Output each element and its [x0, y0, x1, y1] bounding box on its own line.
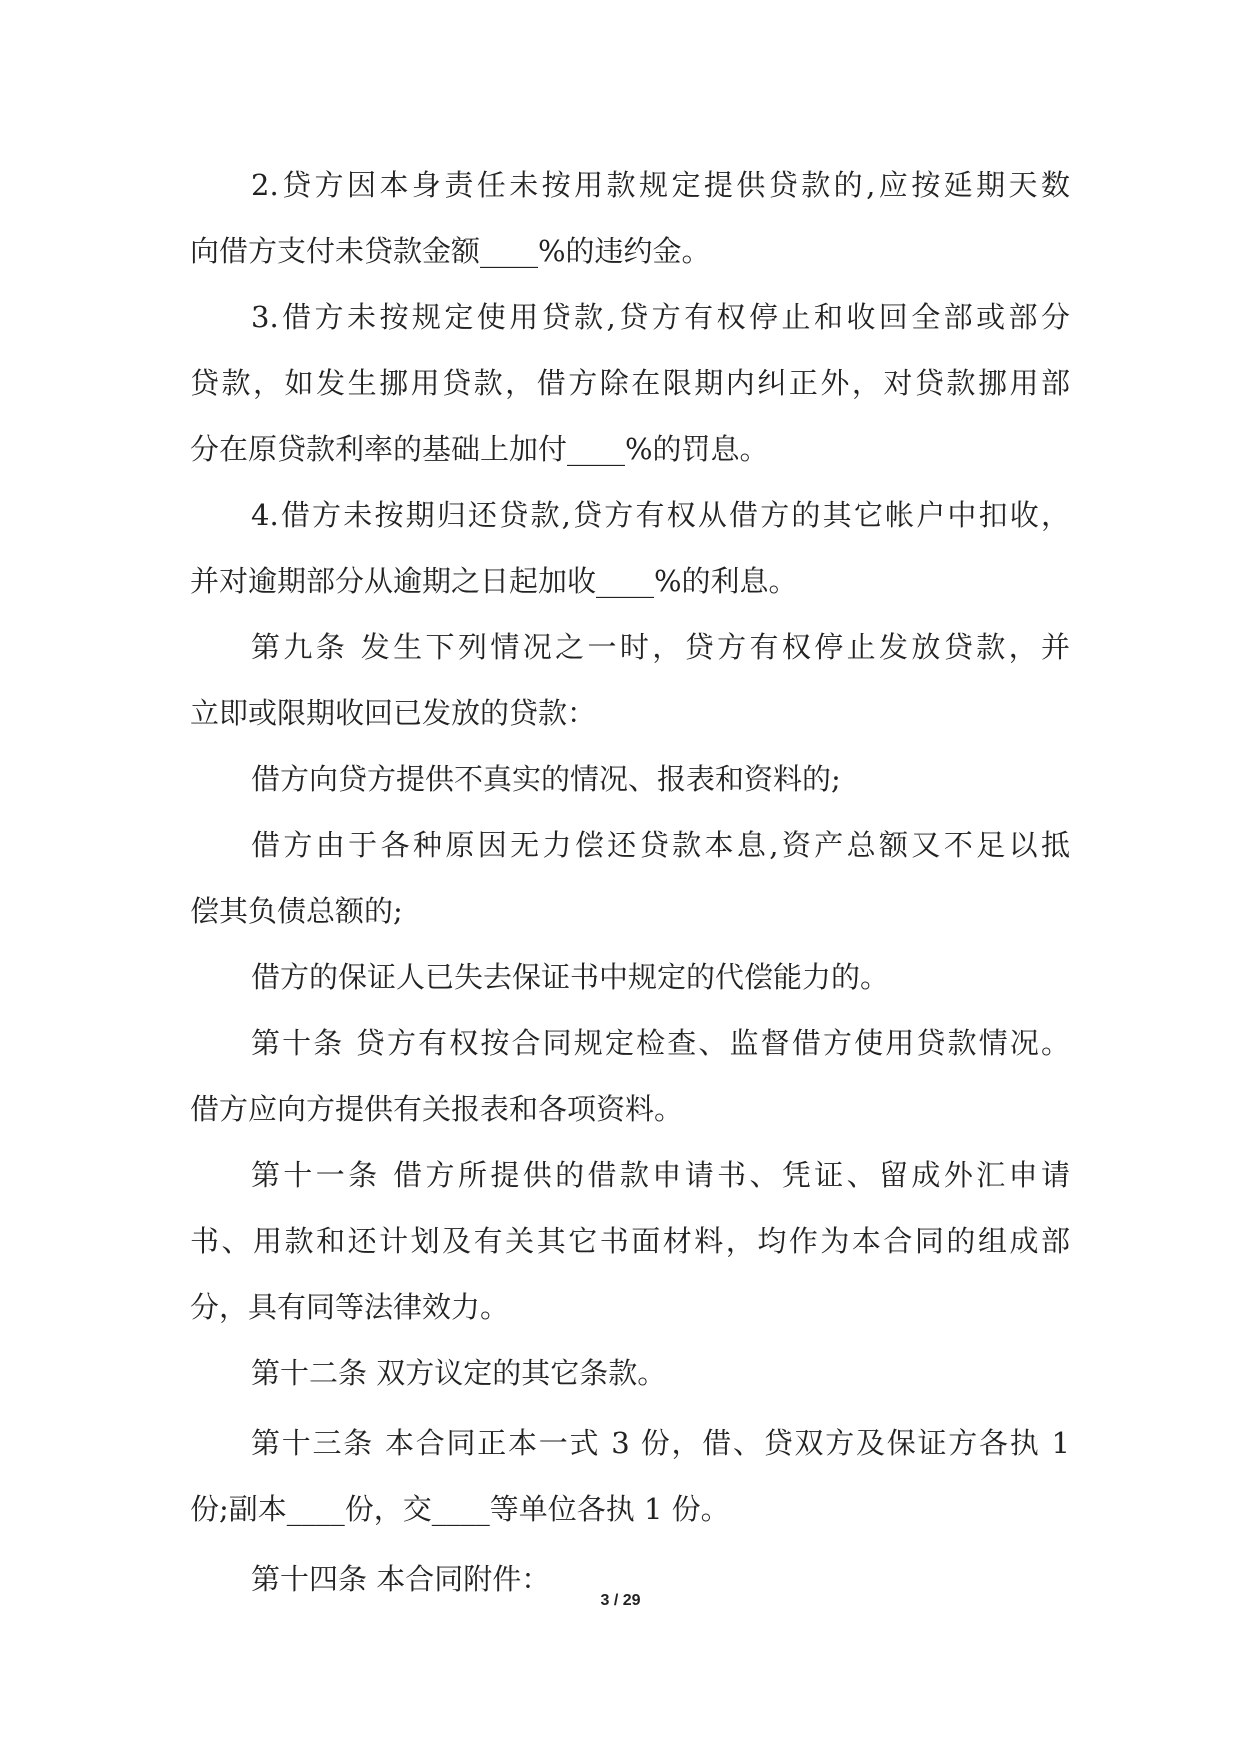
text-line: 借方的保证人已失去保证书中规定的代偿能力的。 [251, 960, 890, 994]
text-line: 第九条 发生下列情况之一时，贷方有权停止发放贷款，并 [251, 630, 1070, 664]
text-line: 3.借方未按规定使用贷款,贷方有权停止和收回全部或部分 [251, 300, 1070, 334]
text-line: 2.贷方因本身责任未按用款规定提供贷款的,应按延期天数 [251, 168, 1070, 202]
text-line: 4.借方未按期归还贷款,贷方有权从借方的其它帐户中扣收， [251, 498, 1070, 532]
text-line: 第十三条 本合同正本一式 3 份，借、贷双方及保证方各执 1 [251, 1426, 1070, 1460]
page-number: 3 / 29 [600, 1592, 641, 1609]
text-line: 第十一条 借方所提供的借款申请书、凭证、留成外汇申请 [251, 1158, 1070, 1192]
text-line: 第十二条 双方议定的其它条款。 [251, 1356, 667, 1390]
text-line: 借方应向方提供有关报表和各项资料。 [190, 1092, 684, 1126]
text-line: 贷款，如发生挪用贷款，借方除在限期内纠正外，对贷款挪用部 [190, 366, 1070, 400]
text-line: 向借方支付未贷款金额____%的违约金。 [190, 234, 711, 268]
text-line: 借方由于各种原因无力偿还贷款本息,资产总额又不足以抵 [251, 828, 1070, 862]
text-line: 第十条 贷方有权按合同规定检查、监督借方使用贷款情况。 [251, 1026, 1070, 1060]
text-line: 分，具有同等法律效力。 [190, 1290, 510, 1324]
text-line: 份;副本____份，交____等单位各执 1 份。 [190, 1492, 730, 1526]
text-line: 并对逾期部分从逾期之日起加收____%的利息。 [190, 564, 798, 598]
text-line: 第十四条 本合同附件： [251, 1562, 551, 1596]
text-line: 借方向贷方提供不真实的情况、报表和资料的; [251, 762, 841, 796]
text-line: 分在原贷款利率的基础上加付____%的罚息。 [190, 432, 769, 466]
text-line: 偿其负债总额的; [190, 894, 403, 928]
text-line: 书、用款和还计划及有关其它书面材料，均作为本合同的组成部 [190, 1224, 1070, 1258]
text-line: 立即或限期收回已发放的贷款： [190, 696, 597, 730]
document-body [190, 158, 1070, 1618]
